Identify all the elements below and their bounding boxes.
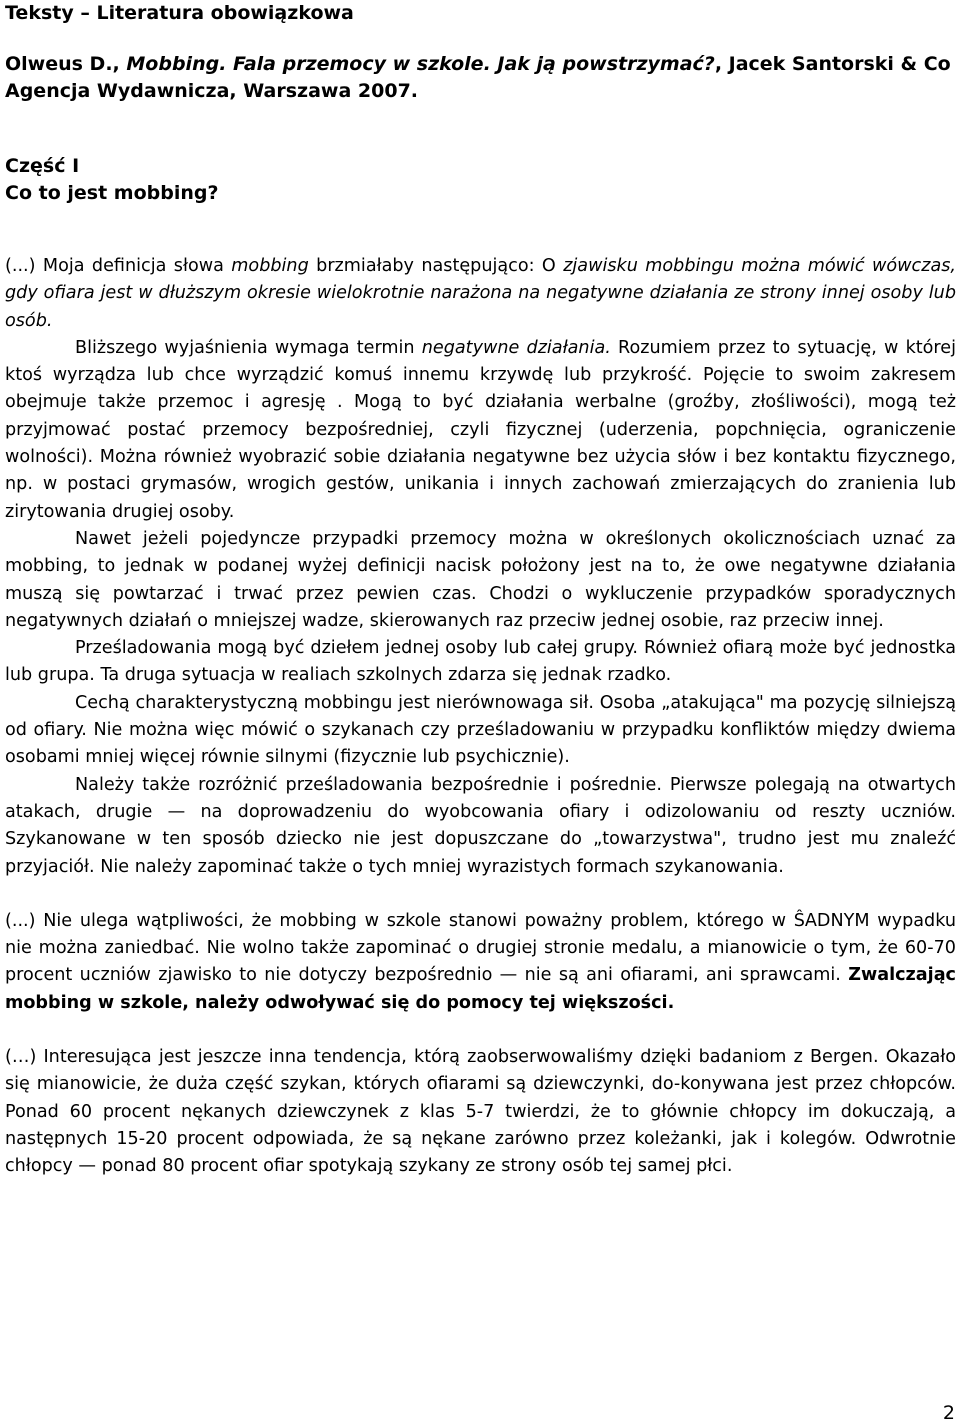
paragraph-negative-actions <box>5 335 956 526</box>
paragraph-definition <box>5 253 956 335</box>
bibliography-entry <box>5 51 956 105</box>
paragraph-text: (...) Nie ulega wątpliwości, że mobbing w szkole stanowi poważny problem, którego w ŜADNYM wypadku nie można zaniedbać. Nie wolno także zapominać o drugiej stronie medalu, a mianowicie o tym, że 60-70 procent uczniów zjawisko to nie dotyczy bezpośrednio — nie są ani ofiarami, ani sprawcami. <box>5 910 956 986</box>
bibliography-title: Mobbing. Fala przemocy w szkole. Jak ją powstrzymać? <box>126 53 715 75</box>
bibliography-publisher: , Jacek Santorski & Co Agencja Wydawnicza, Warszawa 2007. <box>5 53 951 102</box>
paragraph-text: Bliższego wyjaśnienia wymaga termin <box>75 337 422 358</box>
paragraph-imbalance: Cechą charakterystyczną mobbingu jest nierównowaga sił. Osoba „atakująca" ma pozycję silniejszą od ofiary. Nie można więc mówić o szykanach czy prześladowaniu w przypadku konfliktów między dwiema osobami mniej więcej równie silnymi (fizycznie lub psychicznie). <box>5 692 956 768</box>
paragraph-perpetrators: Prześladowania mogą być dziełem jednej osoby lub całej grupy. Również ofiarą może być jednostka lub grupa. Ta druga sytuacja w realiach szkolnych zdarza się jednak rzadko. <box>5 638 956 686</box>
paragraph-direct-indirect: Należy także rozróżnić prześladowania bezpośrednie i pośrednie. Pierwsze polegają na otwartych atakach, drugie — na doprowadzeniu do wyobcowania ofiary i odizolowaniu od reszty uczniów. Szykanowane w ten sposób dziecko nie jest dopuszczane do „towarzystwa", trudno jest mu znaleźć przyjaciół. Nie należy zapominać także o tych mniej wyrazistych formach szykanowania. <box>5 774 956 877</box>
paragraph-text: Rozumiem przez to sytuację, w której ktoś wyrządza lub chce wyrządzić komuś innemu krzywdę lub przykrość. Pojęcie to swoim zakresem obejmuje także przemoc i agresję . Mogą to być działania werbalne (groźby, złośliwości), mogą też przyjmować postać przemocy bezpośredniej, czyli fizycznej (uderzenia, popchnięcia, ograniczenie wolności). Można również wyobrazić sobie działania negatywne bez użycia słów i bez kontaktu fizycznego, np. w postaci grymasów, wrogich gestów, unikania i innych zachowań zmierzających do zranienia lub zirytowania drugiej osoby. <box>5 337 956 522</box>
emphasis-text: Zwalczając mobbing w szkole, należy odwoływać się do pomocy tej większości. <box>5 965 956 1013</box>
document-header: Teksty – Literatura obowiązkowa <box>5 2 354 24</box>
term-mobbing: mobbing <box>231 256 309 276</box>
paragraph-repetition: Nawet jeżeli pojedyncze przypadki przemocy można w określonych okolicznościach uznać za mobbing, to jednak w podanej wyżej definicji nacisk położony jest na to, że owe negatywne działania muszą się powtarzać i trwać przez pewien czas. Chodzi o wykluczenie przypadków sporadycznych negatywnych działań o mniejszej wadze, skierowanych raz przeciw jednej osobie, raz przeciw innej. <box>5 528 956 631</box>
part-label: Część I <box>5 155 80 177</box>
part-heading: Co to jest mobbing? <box>5 182 219 204</box>
paragraph-text: brzmiałaby następująco: O <box>308 256 564 276</box>
page-number: 2 <box>942 1402 955 1424</box>
paragraph-problem <box>5 908 956 1017</box>
document-page <box>5 0 956 1181</box>
definition-text: zjawisku mobbingu można mówić wówczas, gdy ofiara jest w dłuższym okresie wielokrotnie narażona na negatywne działania ze strony innej osoby lub osób. <box>5 256 956 331</box>
bibliography-author: Olweus D., <box>5 53 127 75</box>
term-negative-actions: negatywne działania. <box>421 337 611 358</box>
paragraph-text: (...) Moja definicja słowa <box>5 256 232 276</box>
paragraph-bergen: (…) Interesująca jest jeszcze inna tendencja, którą zaobserwowaliśmy dzięki badaniom z Bergen. Okazało się mianowicie, że duża część szykan, których ofiarami są dziewczynki, do-konywana jest przez chłopców. Ponad 60 procent nękanych dziewczynek z klas 5-7 twierdzi, że to głównie chłopcy im dokuczają, a następnych 15-20 procent odpowiada, że są nękane zarówno przez koleżanki, jak i kolegów. Odwrotnie chłopcy — ponad 80 procent ofiar spotykają szykany ze strony osób tej samej płci. <box>5 1047 956 1177</box>
